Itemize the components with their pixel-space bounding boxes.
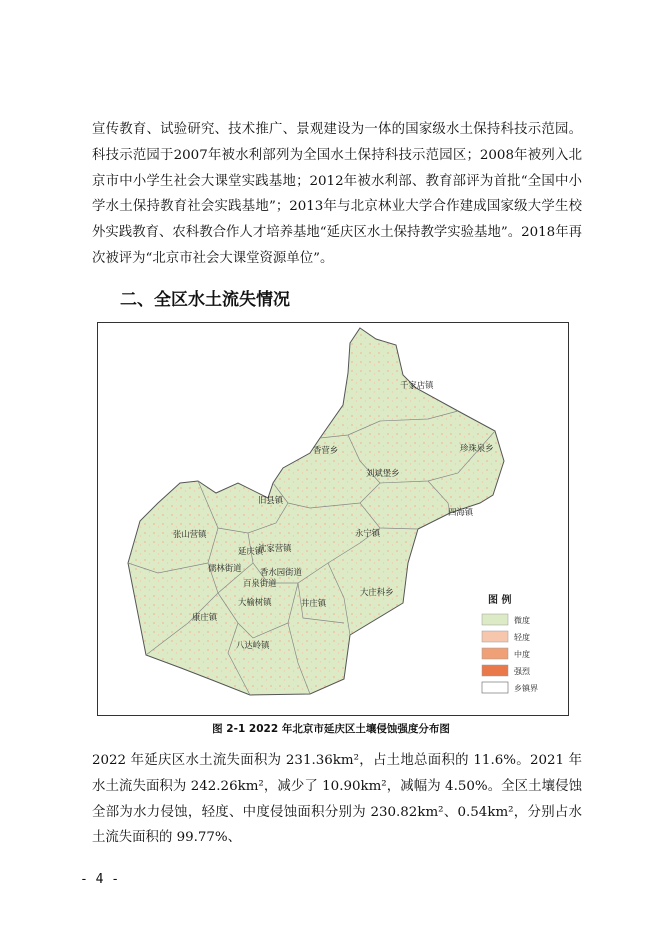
town-label: 永宁镇 [355, 528, 381, 538]
erosion-map-figure [97, 322, 569, 716]
town-label: 珍珠泉乡 [460, 443, 494, 453]
town-label: 大庄科乡 [360, 587, 394, 597]
figure-caption: 图 2-1 2022 年北京市延庆区土壤侵蚀强度分布图 [212, 723, 450, 735]
town-label: 百泉街道 [243, 578, 277, 588]
town-label: 儒林街道 [208, 563, 242, 573]
town-label: 张山营镇 [173, 529, 207, 539]
legend-swatch-moderate [482, 648, 508, 659]
legend-label: 微度 [514, 616, 530, 625]
town-label: 大榆树镇 [238, 597, 272, 607]
legend-label: 轻度 [514, 633, 530, 642]
town-label: 井庄镇 [301, 598, 327, 608]
town-label: 八达岭镇 [236, 640, 270, 650]
section-heading: 二、全区水土流失情况 [120, 290, 290, 310]
legend-title: 图 例 [488, 595, 512, 606]
town-label: 旧县镇 [258, 495, 284, 505]
town-label: 四海镇 [448, 507, 474, 517]
legend-label: 中度 [514, 650, 530, 659]
map-legend [482, 593, 538, 693]
town-label: 香水园街道 [260, 567, 302, 577]
town-label: 延庆镇 [238, 546, 264, 556]
town-label: 康庄镇 [192, 612, 218, 622]
town-label: 千家店镇 [400, 380, 434, 390]
legend-swatch-intense [482, 665, 508, 676]
intro-paragraph: 宣传教育、试验研究、技术推广、景观建设为一体的国家级水土保持科技示范园。科技示范园于2007年被水利部列为全国水土保持科技示范园区；2008年被列入北京市中小学生社会大课堂实践基地；2012年被水利部、教育部评为首批“全国中小学水土保持教育社会实践基地”；2013年与北京林业大学合作建成国家级大学生校外实践教育、农科教合作人才培养基地“延庆区水土保持教学实验基地”。2018年再次被评为“北京市社会大课堂资源单位”。 [92, 122, 582, 266]
page-number: - 4 - [80, 872, 120, 887]
town-label: 刘斌堡乡 [366, 468, 400, 478]
town-label: 香营乡 [313, 445, 339, 455]
town-label: 沈家营镇 [258, 543, 292, 553]
legend-label: 乡镇界 [514, 684, 538, 693]
legend-swatch-slight [482, 614, 508, 625]
legend-swatch-boundary [482, 682, 508, 693]
legend-swatch-light [482, 631, 508, 642]
legend-label: 强烈 [514, 667, 530, 676]
summary-paragraph: 2022 年延庆区水土流失面积为 231.36km²，占土地总面积的 11.6%。2021 年水土流失面积为 242.26km²，减少了 10.90km²，减幅为 4.50%。全区土壤侵蚀全部为水力侵蚀，轻度、中度侵蚀面积分别为 230.82km²、0.54km²，分别占水土流失面积的 99.77%、 [92, 753, 582, 846]
